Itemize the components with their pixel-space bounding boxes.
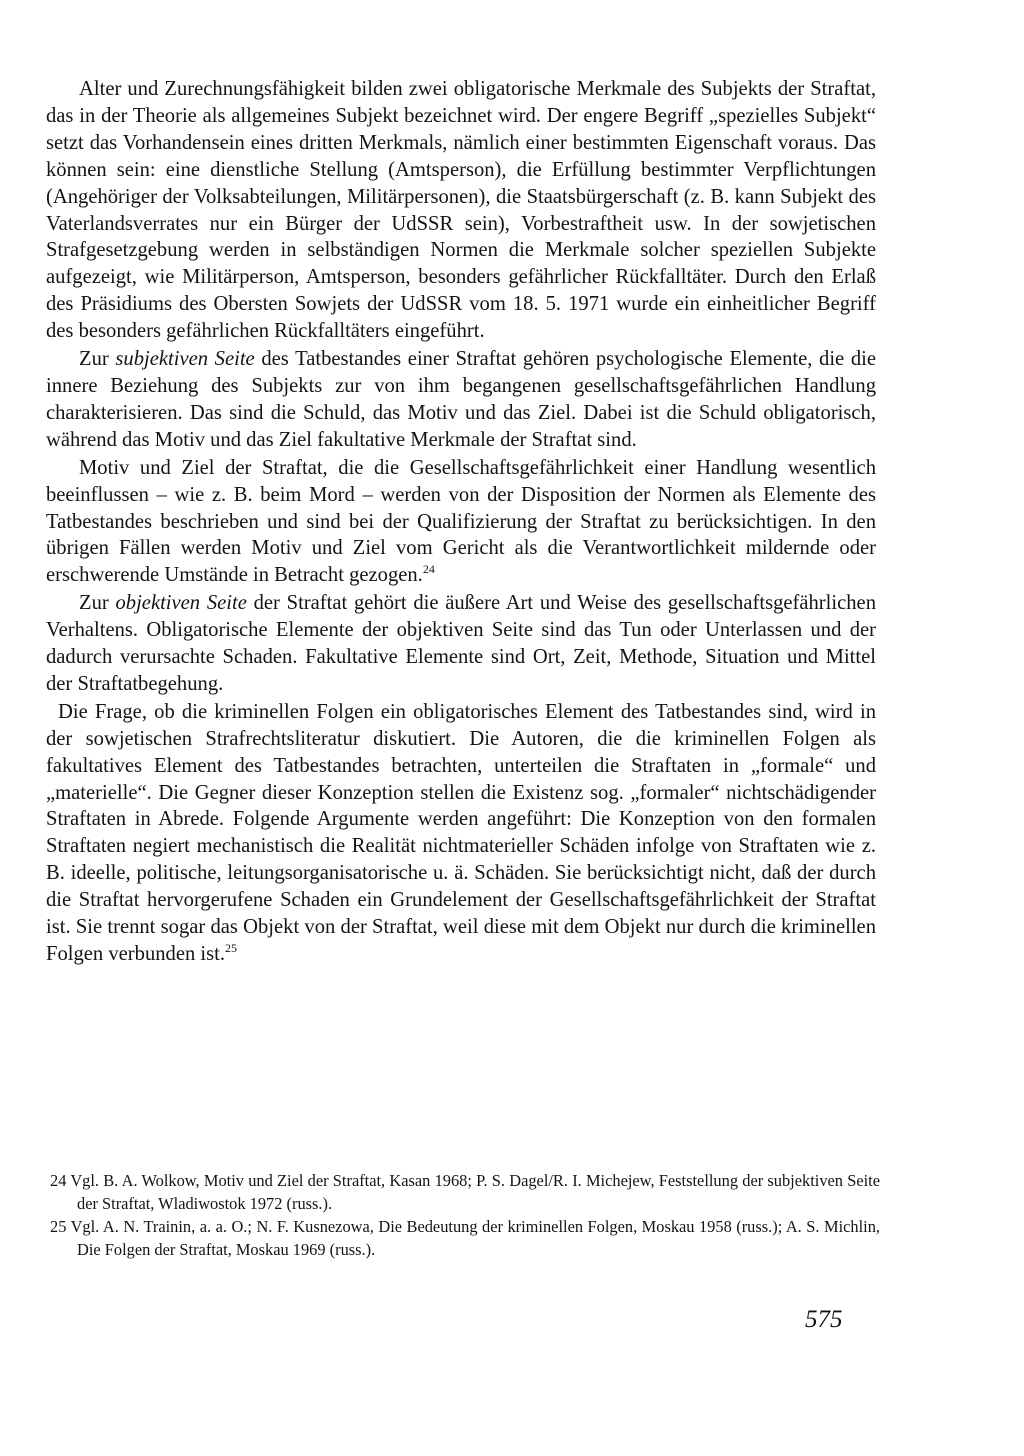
paragraph-lead-text: Zur xyxy=(79,592,116,615)
footnote-reference[interactable]: 25 xyxy=(225,941,238,955)
paragraph-text: Alter und Zurechnungsfähigkeit bilden zwei obligatorische Merkmale des Subjekts der Straftat, das in der Theorie als allgemeines Subjekt bezeichnet wird. Der engere Begriff „spezielles Subjekt“ setzt das Vorhandensein eines dritten Merkmals, nämlich einer bestimmten Eigenschaft voraus. Das können sein: eine dienstliche Stellung (Amtsperson), die Erfüllung bestimmter Verpflichtungen (Angehöriger der Volksabteilungen, Militärpersonen), die Staatsbürgerschaft (z. B. kann Subjekt des Vaterlandsverrates nur ein Bürger der UdSSR sein), Vorbestraftheit usw. In der sowjetischen Strafgesetzgebung werden in selbständigen Normen die Merkmale solcher speziellen Subjekte aufgezeigt, wie Militärperson, Amtsperson, besonders gefährlicher Rückfalltäter. Durch den Erlaß des Präsidiums des Obersten Sowjets der UdSSR vom 18. 5. 1971 wurde ein einheitlicher Begriff des besonders gefährlichen Rückfalltäters eingeführt. xyxy=(46,78,876,343)
paragraph-subject xyxy=(46,76,876,345)
paragraph-motive-goal xyxy=(46,455,876,590)
footnote-reference[interactable]: 24 xyxy=(422,562,435,577)
page-number: 575 xyxy=(805,1306,843,1333)
emphasis-term: objektiven Seite xyxy=(115,592,247,615)
main-text xyxy=(46,76,876,969)
paragraph-text: Die Frage, ob die kriminellen Folgen ein obligatorisches Element des Tatbestandes sind, wird in der sowjetischen Strafrechtsliteratur diskutiert. Die Autoren, die die kriminellen Folgen als fakultatives Element des Tatbestandes betrachten, unterteilen die Straftaten in „formale“ und „materielle“. Die Gegner dieser Konzeption stellen die Existenz sog. „formaler“ nichtschädigender Straftaten in Abrede. Folgende Argumente werden angeführt: Die Konzeption von den formalen Straftaten negiert mechanistisch die Realität nichtmaterieller Schäden infolge von Straftaten wie z. B. ideelle, politische, leitungsorganisatorische u. ä. Schäden. Sie berücksichtigt nicht, daß der durch die Straftat hervorgerufene Schaden ein Grundelement der Gesellschaftsgefährlichkeit der Straftat ist. Sie trennt sogar das Objekt von der Straftat, weil diese mit dem Objekt nur durch die kriminellen Folgen verbunden ist. xyxy=(46,700,876,965)
paragraph-text: der Straftat gehört die äußere Art und Weise des gesellschaftsgefährlichen Verhaltens. Obligatorische Elemente der objektiven Seite sind das Tun oder Unterlassen und der dadurch verursachte Schaden. Fakultative Elemente sind Ort, Zeit, Methode, Situation und Mittel der Straftatbegehung. xyxy=(46,592,876,695)
emphasis-term: subjektiven Seite xyxy=(115,348,255,371)
footnotes xyxy=(50,1170,880,1262)
paragraph-objective-side xyxy=(46,590,876,698)
footnote-24: 24 Vgl. B. A. Wolkow, Motiv und Ziel der Straftat, Kasan 1968; P. S. Dagel/R. I. Michejew, Feststellung der subjektiven Seite der Straftat, Wladiwostok 1972 (russ.). xyxy=(50,1171,880,1213)
paragraph-text: des Tatbestandes einer Straftat gehören psychologische Elemente, die die innere Beziehung des Subjekts zur von ihm begangenen gesellschaftsgefährlichen Handlung charakterisieren. Das sind die Schuld, das Motiv und das Ziel. Dabei ist die Schuld obligatorisch, während das Motiv und das Ziel fakultative Merkmale der Straftat sind. xyxy=(46,348,876,451)
paragraph-criminal-consequences xyxy=(46,699,876,968)
paragraph-lead-text: Zur xyxy=(79,348,116,371)
footnote-25: 25 Vgl. A. N. Trainin, a. a. O.; N. F. Kusnezowa, Die Bedeutung der kriminellen Folgen, Moskau 1958 (russ.); A. S. Michlin, Die Folgen der Straftat, Moskau 1969 (russ.). xyxy=(50,1217,880,1259)
paragraph-subjective-side xyxy=(46,346,876,454)
paragraph-text: Motiv und Ziel der Straftat, die die Gesellschaftsgefährlichkeit einer Handlung wesentlich beeinflussen – wie z. B. beim Mord – werden von der Disposition der Normen als Elemente des Tatbestandes beschrieben und sind bei der Qualifizierung der Straftat zu berücksichtigen. In den übrigen Fällen werden Motiv und Ziel vom Gericht als die Verantwortlichkeit mildernde oder erschwerende Umstände in Betracht gezogen. xyxy=(46,456,876,587)
